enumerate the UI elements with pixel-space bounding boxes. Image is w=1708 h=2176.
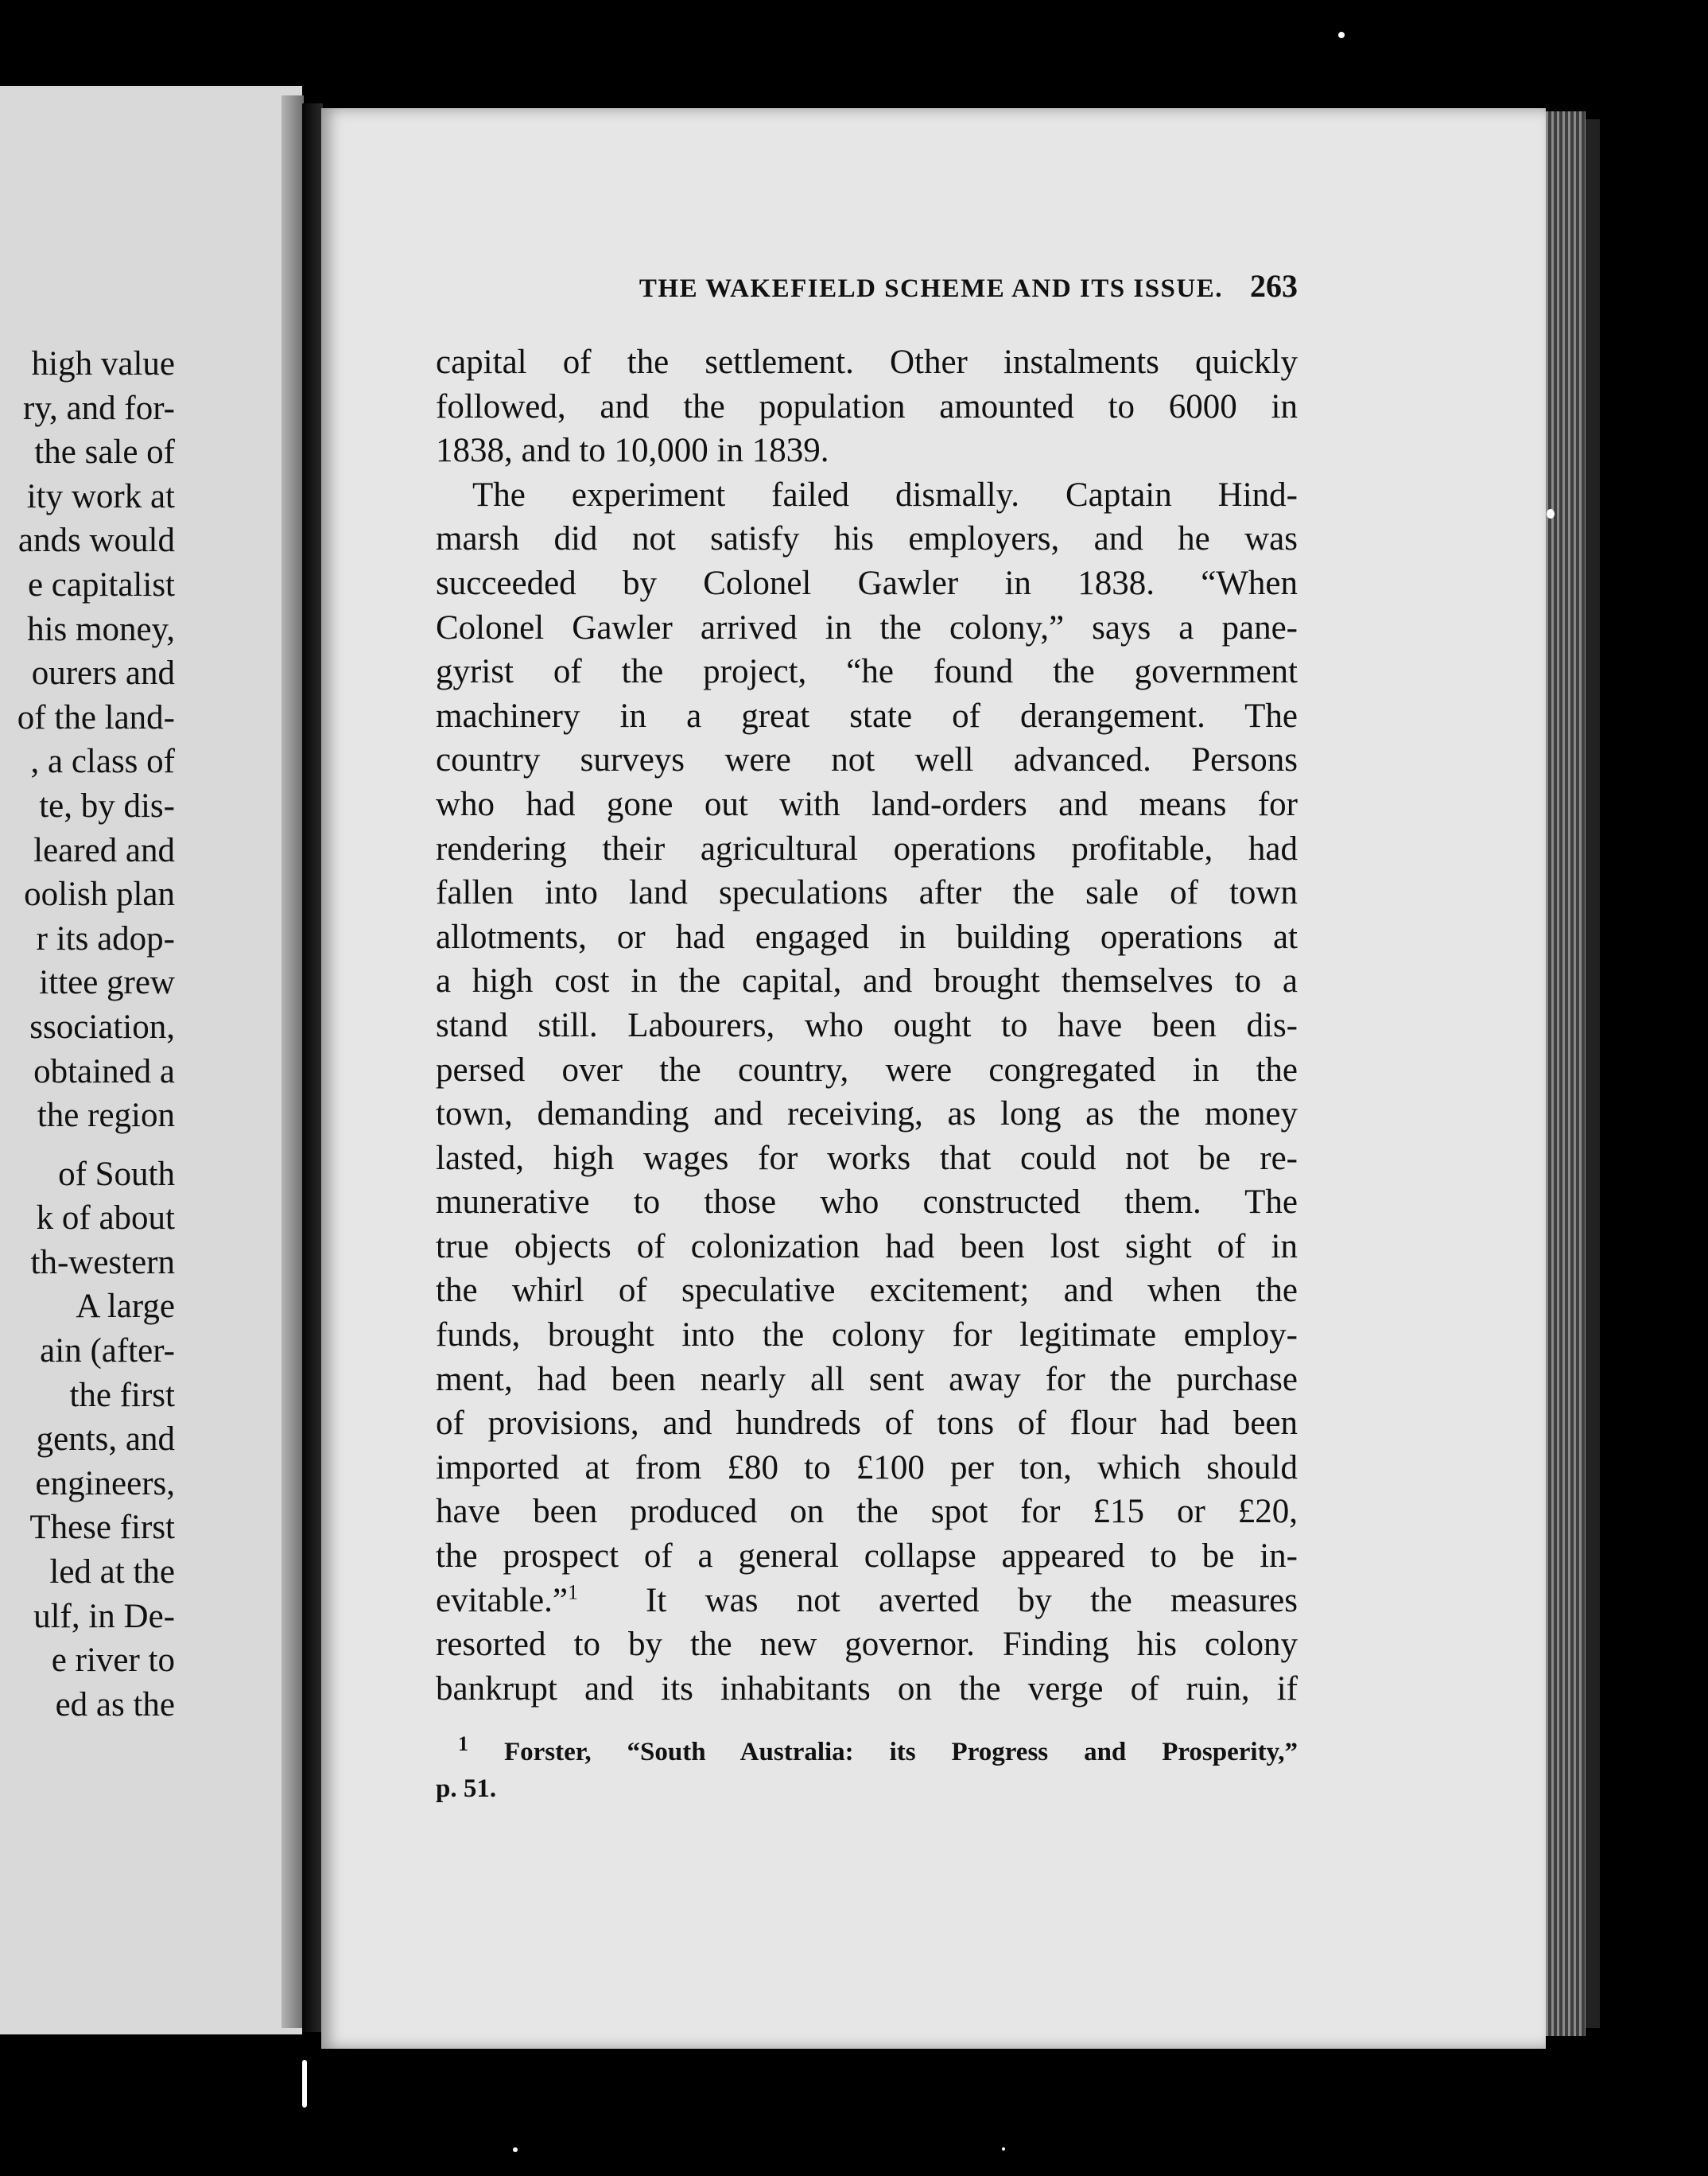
footnote-number: 1 [458,1732,468,1755]
left-line: oolish plan [24,876,175,914]
left-line: ands would [17,522,175,560]
left-line: th-western [30,1243,175,1281]
paragraph-first-line: The experiment failed dismally. Captain Hind- [472,476,1298,514]
left-line: ulf, in De- [33,1597,175,1635]
running-head [436,267,1298,305]
left-line: e capitalist [27,565,175,604]
footnote-text: Forster, “South Australia: its Progress and Prosperity,” [503,1738,1298,1766]
scan-speck [1338,32,1345,38]
footnote [436,1734,1298,1807]
text-line: imported at from £80 to £100 per ton, which should [436,1448,1298,1486]
text-line: have been produced on the spot for £15 or £20, [436,1493,1298,1531]
text-line: followed, and the population amounted to 6000 in [436,387,1298,425]
left-line: te, by dis- [39,787,175,825]
left-line: ity work at [26,477,175,515]
book-spine [302,103,323,2032]
text-line: funds, brought into the colony for legitimate employ- [436,1316,1298,1354]
running-head-title: THE WAKEFIELD SCHEME AND ITS ISSUE. [639,274,1223,303]
text-fragment: evitable.” [436,1581,568,1619]
text-line: ment, had been nearly all sent away for the purchase [436,1360,1298,1398]
paragraph-gap [0,1138,175,1152]
text-line: of provisions, and hundreds of tons of flour had been [436,1405,1298,1443]
text-line: stand still. Labourers, who ought to have been dis- [436,1006,1298,1044]
text-line: capital of the settlement. Other instalments quickly [436,344,1298,381]
text-line: 1838, and to 10,000 in 1839. [436,432,829,470]
previous-page-text [0,342,175,1727]
left-line: of South [58,1155,175,1193]
left-line: ittee grew [39,964,175,1002]
left-line: ourers and [31,655,175,693]
left-line: ain (after- [40,1332,175,1370]
left-line: k of about [36,1199,175,1238]
text-line: allotments, or had engaged in building operations at [436,918,1298,956]
page-number: 263 [1250,268,1298,304]
scan-speck [513,2147,518,2152]
text-line: machinery in a great state of derangement. The [436,697,1298,735]
scan-speck [302,2060,307,2108]
left-line: led at the [49,1553,175,1591]
text-line: country surveys were not well advanced. Persons [436,741,1298,779]
text-line: munerative to those who constructed them. The [436,1183,1298,1222]
text-line: a high cost in the capital, and brought themselves to a [436,962,1298,1001]
left-line: the sale of [34,433,175,472]
text-line: rendering their agricultural operations profitable, had [436,830,1298,868]
text-fragment: It was not averted by the measures [646,1581,1298,1619]
left-line: the region [37,1097,175,1135]
text-line: marsh did not satisfy his employers, and he was [436,520,1298,558]
text-line-with-footnote [436,1579,1298,1623]
text-line: fallen into land speculations after the sale of town [436,874,1298,912]
page-block-edge [1546,111,1586,2036]
footnote-reference: 1 [567,1580,578,1604]
text-line: gyrist of the project, “he found the government [436,653,1298,691]
text-line: true objects of colonization had been lost sight of in [436,1227,1298,1265]
text-line: town, demanding and receiving, as long as the money [436,1095,1298,1133]
text-line: who had gone out with land-orders and means for [436,785,1298,823]
footnote-line [436,1734,1298,1770]
left-line: of the land- [17,698,175,736]
left-line: A large [76,1288,175,1326]
text-line: the prospect of a general collapse appeared to be in- [436,1537,1298,1576]
left-line: obtained a [33,1052,175,1090]
body-text [436,340,1298,1711]
footnote-line: p. 51. [436,1774,497,1803]
left-line: gents, and [36,1420,175,1459]
left-page-gutter-shadow [281,95,304,2028]
text-line: resorted to by the new governor. Finding his colony [436,1626,1298,1664]
book-cover-edge [1586,119,1600,2028]
text-line: succeeded by Colonel Gawler in 1838. “When [436,564,1298,602]
left-line: These first [29,1509,175,1547]
left-line: ssociation, [29,1008,175,1046]
scan-speck [1547,509,1555,519]
left-line: ry, and for- [23,389,175,427]
text-line: the whirl of speculative excitement; and when the [436,1272,1298,1310]
left-line: ed as the [55,1685,175,1723]
left-line: his money, [27,610,175,648]
text-line: bankrupt and its inhabitants on the verge of ruin, if [436,1669,1298,1708]
text-line: lasted, high wages for works that could not be re- [436,1139,1298,1177]
left-line: the first [69,1376,175,1414]
left-line: engineers, [35,1464,175,1502]
left-line: e river to [51,1642,175,1680]
text-line: Colonel Gawler arrived in the colony,” says a pane- [436,608,1298,647]
left-line: leared and [33,831,175,869]
previous-page [0,86,302,2034]
left-line: high value [31,345,175,383]
text-line: persed over the country, were congregated in the [436,1051,1298,1089]
left-line: , a class of [30,743,175,781]
scan-speck [1002,2147,1005,2151]
left-line: r its adop- [36,919,175,958]
